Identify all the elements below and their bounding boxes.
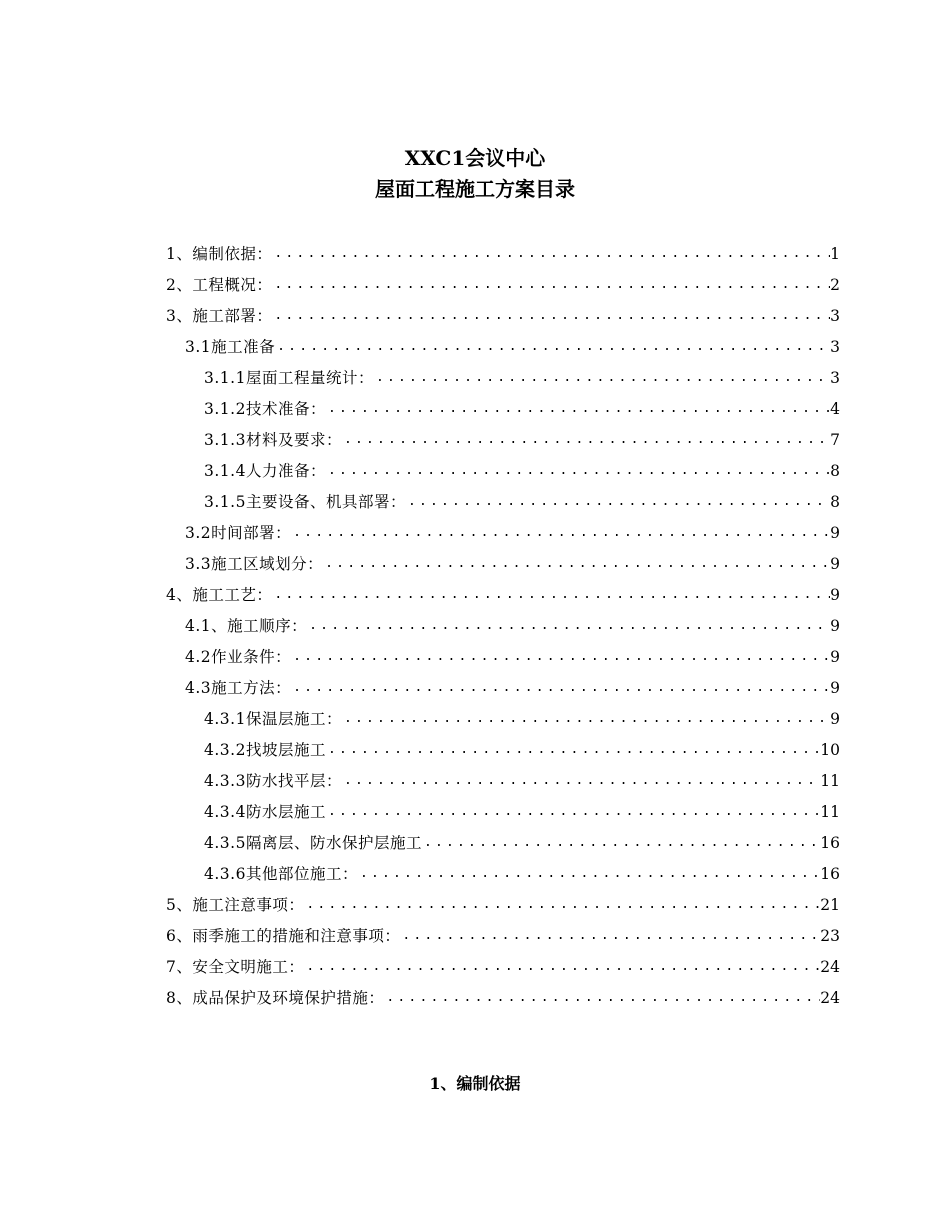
- toc-entry-label: 4.2作业条件：: [185, 647, 292, 666]
- toc-entry-label: 4.3.2找坡层施工: [204, 740, 326, 759]
- toc-entry-label: 3.1.5主要设备、机具部署：: [204, 492, 406, 511]
- toc-entry-label: 4.3.4防水层施工: [204, 802, 326, 821]
- toc-entry-label: 4.3施工方法：: [185, 678, 292, 697]
- toc-dot-leader: [326, 740, 820, 760]
- toc-entry-label: 6、雨季施工的措施和注意事项：: [166, 926, 401, 945]
- toc-entry-page-number: 16: [820, 833, 840, 852]
- toc-entry[interactable]: [204, 393, 840, 424]
- toc-entry-page-number: 8: [830, 461, 840, 480]
- toc-dot-leader: [358, 864, 820, 884]
- toc-entry-page-number: 23: [820, 926, 840, 945]
- toc-entry-label: 3、施工部署：: [166, 306, 273, 325]
- toc-entry-page-number: 9: [830, 678, 840, 697]
- toc-entry[interactable]: [166, 579, 840, 610]
- toc-dot-leader: [272, 306, 830, 326]
- toc-entry[interactable]: [204, 734, 840, 765]
- toc-entry[interactable]: [204, 703, 840, 734]
- toc-entry[interactable]: [166, 920, 840, 951]
- toc-dot-leader: [291, 647, 830, 667]
- toc-dot-leader: [275, 337, 830, 357]
- toc-entry-label: 3.1.2技术准备：: [204, 399, 326, 418]
- toc-entry[interactable]: [204, 765, 840, 796]
- toc-dot-leader: [323, 554, 830, 574]
- toc-entry[interactable]: [185, 548, 840, 579]
- document-title-line-1: XXC1会议中心: [404, 146, 546, 170]
- table-of-contents: [0, 238, 950, 1013]
- toc-entry[interactable]: [204, 858, 840, 889]
- toc-entry-label: 8、成品保护及环境保护措施：: [166, 988, 385, 1007]
- toc-entry-label: 5、施工注意事项：: [166, 895, 305, 914]
- toc-entry-page-number: 2: [830, 275, 840, 294]
- toc-entry[interactable]: [204, 796, 840, 827]
- toc-dot-leader: [272, 585, 830, 605]
- toc-dot-leader: [304, 957, 820, 977]
- toc-entry[interactable]: [185, 331, 840, 362]
- toc-entry[interactable]: [166, 951, 840, 982]
- toc-entry-page-number: 9: [830, 585, 840, 604]
- toc-entry-page-number: 24: [820, 988, 840, 1007]
- toc-entry-label: 7、安全文明施工：: [166, 957, 305, 976]
- toc-entry-label: 1、编制依据：: [166, 244, 273, 263]
- toc-entry[interactable]: [204, 827, 840, 858]
- toc-entry-page-number: 11: [820, 771, 840, 790]
- toc-entry-page-number: 9: [830, 709, 840, 728]
- toc-entry-page-number: 24: [820, 957, 840, 976]
- toc-entry-page-number: 9: [830, 523, 840, 542]
- toc-entry[interactable]: [204, 486, 840, 517]
- toc-entry-page-number: 4: [830, 399, 840, 418]
- toc-entry-page-number: 7: [830, 430, 840, 449]
- toc-entry-page-number: 1: [830, 244, 840, 263]
- toc-dot-leader: [326, 399, 830, 419]
- toc-entry[interactable]: [204, 362, 840, 393]
- toc-dot-leader: [342, 771, 820, 791]
- toc-entry-label: 3.1.1屋面工程量统计：: [204, 368, 374, 387]
- toc-entry-label: 3.1.3材料及要求：: [204, 430, 342, 449]
- section-heading: 1、编制依据: [429, 1074, 521, 1093]
- toc-entry-label: 4.3.1保温层施工：: [204, 709, 342, 728]
- toc-entry-page-number: 3: [830, 368, 840, 387]
- toc-entry[interactable]: [185, 672, 840, 703]
- toc-dot-leader: [342, 709, 830, 729]
- toc-dot-leader: [384, 988, 820, 1008]
- toc-dot-leader: [422, 833, 820, 853]
- toc-dot-leader: [307, 616, 830, 636]
- toc-entry[interactable]: [185, 517, 840, 548]
- toc-entry-label: 3.2时间部署：: [185, 523, 292, 542]
- toc-entry-page-number: 3: [830, 306, 840, 325]
- toc-dot-leader: [291, 523, 830, 543]
- toc-dot-leader: [374, 368, 830, 388]
- toc-dot-leader: [272, 244, 830, 264]
- toc-entry-label: 4.3.5隔离层、防水保护层施工: [204, 833, 422, 852]
- toc-entry-page-number: 21: [820, 895, 840, 914]
- toc-entry-label: 4.3.6其他部位施工：: [204, 864, 358, 883]
- toc-entry-page-number: 9: [830, 647, 840, 666]
- toc-entry-page-number: 3: [830, 337, 840, 356]
- toc-dot-leader: [272, 275, 830, 295]
- toc-dot-leader: [304, 895, 820, 915]
- toc-entry[interactable]: [204, 424, 840, 455]
- toc-dot-leader: [326, 461, 830, 481]
- toc-entry[interactable]: [185, 641, 840, 672]
- toc-dot-leader: [342, 430, 830, 450]
- toc-entry-page-number: 16: [820, 864, 840, 883]
- document-title-line-2: 屋面工程施工方案目录: [375, 177, 575, 201]
- toc-dot-leader: [291, 678, 830, 698]
- toc-dot-leader: [406, 492, 830, 512]
- toc-entry[interactable]: [166, 300, 840, 331]
- toc-entry[interactable]: [185, 610, 840, 641]
- toc-entry[interactable]: [204, 455, 840, 486]
- toc-entry[interactable]: [166, 982, 840, 1013]
- toc-entry[interactable]: [166, 889, 840, 920]
- toc-dot-leader: [400, 926, 820, 946]
- toc-entry-label: 4.3.3防水找平层：: [204, 771, 342, 790]
- toc-entry-page-number: 8: [830, 492, 840, 511]
- toc-dot-leader: [326, 802, 820, 822]
- toc-entry-page-number: 9: [830, 616, 840, 635]
- toc-entry-page-number: 11: [820, 802, 840, 821]
- toc-entry-page-number: 10: [820, 740, 840, 759]
- toc-entry-label: 3.1施工准备: [185, 337, 276, 356]
- toc-entry-label: 2、工程概况：: [166, 275, 273, 294]
- toc-entry[interactable]: [166, 238, 840, 269]
- toc-entry-page-number: 9: [830, 554, 840, 573]
- toc-entry-label: 4.1、施工顺序：: [185, 616, 308, 635]
- toc-entry-label: 4、施工工艺：: [166, 585, 273, 604]
- toc-entry-label: 3.3施工区域划分：: [185, 554, 324, 573]
- toc-entry[interactable]: [166, 269, 840, 300]
- toc-entry-label: 3.1.4人力准备：: [204, 461, 326, 480]
